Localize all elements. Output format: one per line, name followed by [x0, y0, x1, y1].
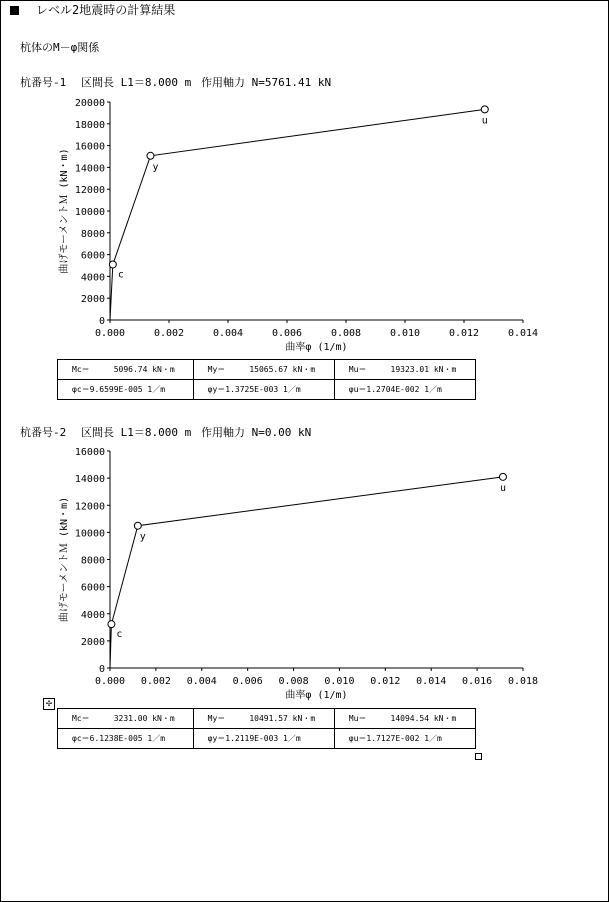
x-tick-label: 0.010	[324, 676, 355, 687]
page-subheading: 杭体のM－φ関係	[20, 41, 100, 54]
x-tick-label: 0.018	[507, 676, 539, 687]
phic-cell: φc＝6.1238E-005 1／m	[58, 729, 194, 749]
y-tick-label: 2000	[80, 636, 105, 648]
series-line	[110, 477, 503, 668]
x-tick-label: 0.006	[271, 328, 303, 339]
y-tick-label: 8000	[80, 228, 105, 240]
pile-number: 杭番号-1	[20, 76, 67, 89]
y-tick-label: 18000	[74, 119, 105, 131]
y-tick-label: 0	[98, 664, 105, 675]
x-tick-label: 0.008	[278, 676, 309, 687]
resize-handle[interactable]	[475, 753, 482, 760]
results-table-2	[57, 708, 476, 749]
section-length: 区間長 L1＝8.000 m	[81, 76, 192, 89]
mc-cell: Mc＝ 3231.00 kN・m	[58, 709, 194, 729]
y-tick-label: 14000	[74, 163, 105, 175]
y-tick-label: 16000	[74, 141, 105, 153]
y-tick-label: 20000	[74, 98, 105, 109]
pile-number: 杭番号-2	[20, 426, 67, 439]
data-point	[499, 473, 506, 480]
y-tick-label: 12000	[74, 501, 105, 513]
move-handle-icon[interactable]: ✣	[43, 698, 55, 710]
x-tick-label: 0.002	[140, 676, 171, 687]
x-tick-label: 0.012	[448, 328, 480, 339]
my-cell: My＝ 10491.57 kN・m	[193, 709, 334, 729]
phiu-cell: φu＝1.2704E-002 1／m	[334, 380, 475, 400]
section-length: 区間長 L1＝8.000 m	[81, 426, 192, 439]
x-tick-label: 0.012	[370, 676, 401, 687]
page-heading: レベル2地震時の計算結果	[36, 3, 176, 17]
my-cell: My＝ 15065.67 kN・m	[193, 360, 334, 380]
mc-cell: Mc＝ 5096.74 kN・m	[58, 360, 194, 380]
phiy-cell: φy＝1.2119E-003 1／m	[193, 729, 334, 749]
y-tick-label: 6000	[80, 250, 105, 262]
y-tick-label: 10000	[74, 207, 105, 218]
y-tick-label: 16000	[74, 447, 105, 458]
x-tick-label: 0.002	[153, 328, 185, 339]
x-tick-label: 0.008	[330, 328, 362, 339]
point-label: u	[499, 482, 506, 494]
phiy-cell: φy＝1.3725E-003 1／m	[193, 380, 334, 400]
point-label: u	[481, 115, 488, 127]
y-tick-label: 14000	[74, 474, 105, 486]
data-point	[108, 621, 115, 628]
x-tick-label: 0.010	[389, 328, 421, 339]
phic-cell: φc＝9.6599E-005 1／m	[58, 380, 194, 400]
x-tick-label: 0.004	[212, 328, 244, 339]
y-tick-label: 8000	[80, 555, 105, 567]
axial-force: 作用軸力 N=0.00 kN	[201, 426, 312, 439]
phiu-cell: φu＝1.7127E-002 1／m	[334, 729, 475, 749]
x-tick-label: 0.014	[507, 328, 539, 339]
y-axis-label: 曲げモーメントＭ (kN・m)	[59, 496, 70, 623]
mu-cell: Mu＝ 14094.54 kN・m	[334, 709, 475, 729]
data-point	[134, 522, 141, 529]
y-tick-label: 10000	[74, 528, 105, 540]
x-tick-label: 0.006	[232, 676, 263, 687]
point-label: c	[116, 629, 123, 641]
x-tick-label: 0.000	[94, 328, 126, 339]
y-axis-label: 曲げモーメントＭ (kN・m)	[59, 148, 70, 274]
point-label: y	[139, 531, 146, 543]
y-tick-label: 6000	[80, 582, 105, 594]
x-axis-label: 曲率φ (1/m)	[285, 342, 348, 353]
point-label: c	[117, 269, 124, 281]
x-tick-label: 0.014	[416, 676, 447, 687]
x-tick-label: 0.016	[462, 676, 493, 687]
y-tick-label: 0	[98, 316, 105, 327]
x-axis-label: 曲率φ (1/m)	[285, 690, 348, 701]
x-tick-label: 0.000	[94, 676, 126, 687]
mu-cell: Mu＝ 19323.01 kN・m	[334, 360, 475, 380]
point-label: y	[152, 161, 159, 173]
axial-force: 作用軸力 N=5761.41 kN	[201, 76, 332, 89]
x-tick-label: 0.004	[186, 676, 217, 687]
y-tick-label: 12000	[74, 185, 105, 197]
y-tick-label: 4000	[80, 609, 105, 621]
y-tick-label: 2000	[80, 294, 105, 306]
y-tick-label: 4000	[80, 272, 105, 284]
